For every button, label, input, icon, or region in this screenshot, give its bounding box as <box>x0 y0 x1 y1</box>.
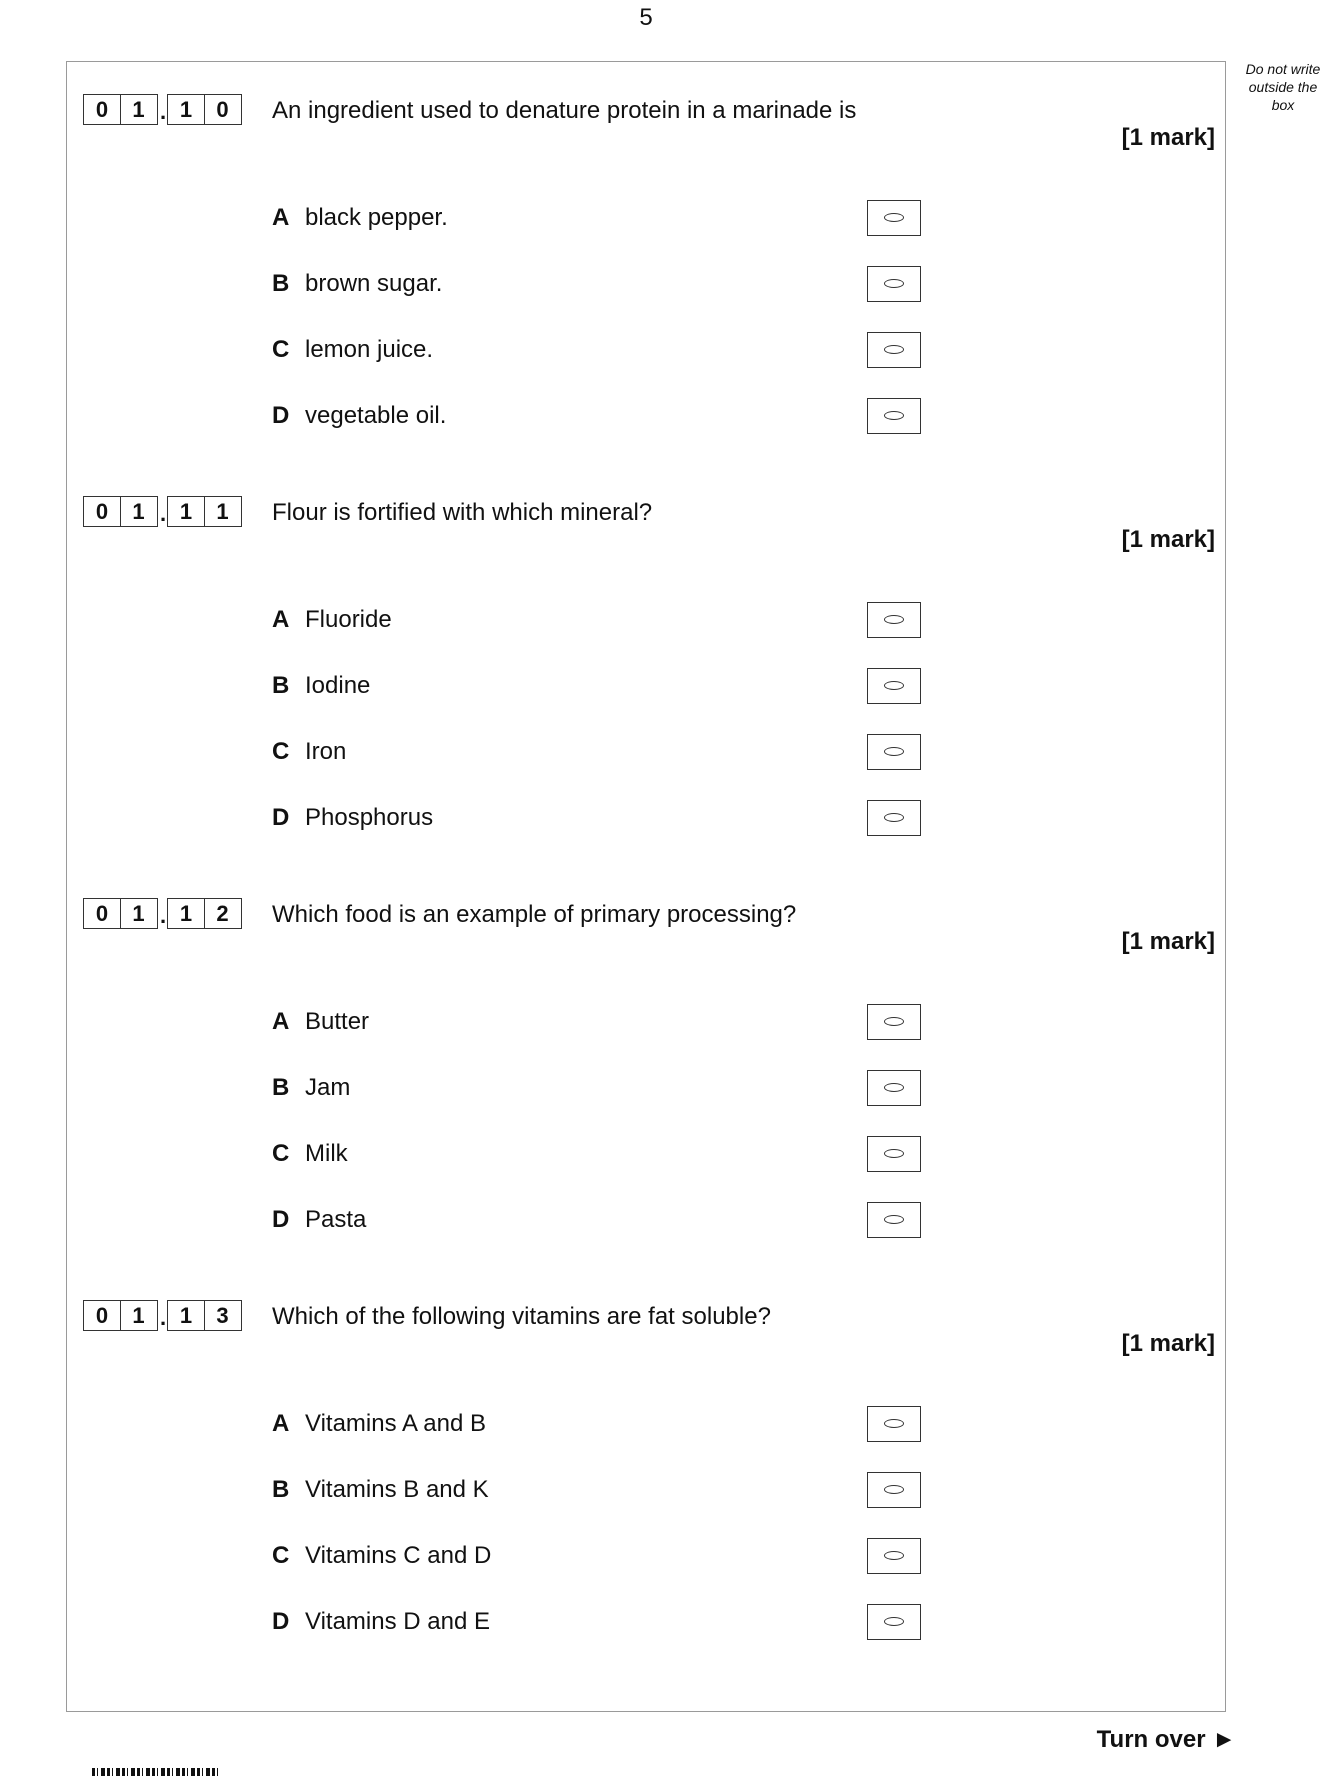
answer-checkbox[interactable] <box>867 1472 921 1508</box>
option-text: Butter <box>305 1008 370 1035</box>
answer-oval-icon <box>884 1419 904 1428</box>
barcode <box>92 1768 218 1776</box>
option-letter: B <box>272 270 290 297</box>
mark-allocation: [1 mark] <box>1121 124 1215 151</box>
question-number-separator: . <box>159 501 167 526</box>
answer-checkbox[interactable] <box>867 266 921 302</box>
option-letter: D <box>272 804 290 831</box>
option-letter: B <box>272 672 290 699</box>
mark-allocation: [1 mark] <box>1121 1330 1215 1357</box>
question-number-digit: 0 <box>83 1300 121 1331</box>
answer-oval-icon <box>884 813 904 822</box>
answer-oval-icon <box>884 1617 904 1626</box>
question-text: Which food is an example of primary processing? <box>272 901 797 928</box>
question-number-digit: 0 <box>83 94 121 125</box>
option-text: Fluoride <box>305 606 392 633</box>
question-number <box>83 898 242 929</box>
option-d <box>272 1202 892 1242</box>
question-01-11 <box>83 492 1215 852</box>
question-text: Flour is fortified with which mineral? <box>272 499 653 526</box>
option-letter: C <box>272 1140 290 1167</box>
option-text: black pepper. <box>305 204 448 231</box>
option-text: Jam <box>305 1074 351 1101</box>
mark-allocation: [1 mark] <box>1121 526 1215 553</box>
answer-checkbox[interactable] <box>867 602 921 638</box>
option-c <box>272 734 892 774</box>
turn-over-label: Turn over ► <box>1096 1726 1236 1753</box>
option-b <box>272 266 892 306</box>
option-letter: D <box>272 402 290 429</box>
answer-checkbox[interactable] <box>867 332 921 368</box>
question-number <box>83 496 242 527</box>
question-number-digit: 1 <box>167 94 205 125</box>
option-letter: B <box>272 1074 290 1101</box>
option-letter: A <box>272 1410 290 1437</box>
option-text: lemon juice. <box>305 336 434 363</box>
answer-checkbox[interactable] <box>867 668 921 704</box>
option-text: Milk <box>305 1140 348 1167</box>
answer-checkbox[interactable] <box>867 200 921 236</box>
answer-oval-icon <box>884 1083 904 1092</box>
page-number: 5 <box>639 4 653 31</box>
answer-checkbox[interactable] <box>867 734 921 770</box>
option-letter: D <box>272 1608 290 1635</box>
answer-checkbox[interactable] <box>867 1202 921 1238</box>
answer-checkbox[interactable] <box>867 1136 921 1172</box>
mark-allocation: [1 mark] <box>1121 928 1215 955</box>
answer-oval-icon <box>884 747 904 756</box>
question-number-separator: . <box>159 1305 167 1330</box>
option-letter: A <box>272 606 290 633</box>
answer-oval-icon <box>884 345 904 354</box>
question-number-digit: 0 <box>204 94 242 125</box>
answer-oval-icon <box>884 1215 904 1224</box>
answer-oval-icon <box>884 1485 904 1494</box>
question-number-digit: 1 <box>167 1300 205 1331</box>
answer-oval-icon <box>884 1551 904 1560</box>
question-number-digit: 1 <box>120 94 158 125</box>
answer-checkbox[interactable] <box>867 1406 921 1442</box>
option-text: Vitamins A and B <box>305 1410 487 1437</box>
question-number-digit: 1 <box>167 898 205 929</box>
option-text: Vitamins D and E <box>305 1608 490 1635</box>
question-number-digit: 0 <box>83 496 121 527</box>
question-number-digit: 2 <box>204 898 242 929</box>
question-01-10 <box>83 90 1215 450</box>
option-text: Vitamins B and K <box>305 1476 489 1503</box>
answer-checkbox[interactable] <box>867 800 921 836</box>
option-letter: C <box>272 1542 290 1569</box>
question-number-digit: 1 <box>204 496 242 527</box>
option-a <box>272 1406 892 1446</box>
answer-oval-icon <box>884 1017 904 1026</box>
option-a <box>272 1004 892 1044</box>
option-letter: C <box>272 738 290 765</box>
answer-oval-icon <box>884 213 904 222</box>
option-b <box>272 1472 892 1512</box>
option-text: Pasta <box>305 1206 367 1233</box>
option-text: Phosphorus <box>305 804 434 831</box>
option-c <box>272 1136 892 1176</box>
option-d <box>272 800 892 840</box>
option-letter: D <box>272 1206 290 1233</box>
option-text: Iodine <box>305 672 371 699</box>
option-text: Iron <box>305 738 347 765</box>
answer-oval-icon <box>884 1149 904 1158</box>
question-number-digit: 1 <box>120 1300 158 1331</box>
question-number-separator: . <box>159 903 167 928</box>
question-01-12 <box>83 894 1215 1254</box>
question-number-digit: 1 <box>120 496 158 527</box>
option-d <box>272 1604 892 1644</box>
answer-checkbox[interactable] <box>867 1604 921 1640</box>
option-letter: C <box>272 336 290 363</box>
question-number-digit: 3 <box>204 1300 242 1331</box>
answer-oval-icon <box>884 681 904 690</box>
answer-oval-icon <box>884 279 904 288</box>
answer-checkbox[interactable] <box>867 1538 921 1574</box>
answer-oval-icon <box>884 411 904 420</box>
answer-checkbox[interactable] <box>867 398 921 434</box>
question-number-digit: 1 <box>120 898 158 929</box>
option-letter: B <box>272 1476 290 1503</box>
answer-checkbox[interactable] <box>867 1070 921 1106</box>
option-text: brown sugar. <box>305 270 443 297</box>
question-number-digit: 0 <box>83 898 121 929</box>
option-text: Vitamins C and D <box>305 1542 492 1569</box>
option-c <box>272 1538 892 1578</box>
answer-checkbox[interactable] <box>867 1004 921 1040</box>
question-number <box>83 1300 242 1331</box>
question-number <box>83 94 242 125</box>
option-letter: A <box>272 1008 290 1035</box>
answer-oval-icon <box>884 615 904 624</box>
question-number-separator: . <box>159 99 167 124</box>
option-letter: A <box>272 204 290 231</box>
question-number-digit: 1 <box>167 496 205 527</box>
option-a <box>272 602 892 642</box>
margin-note: Do not write outside the box <box>1245 61 1321 113</box>
option-text: vegetable oil. <box>305 402 447 429</box>
question-01-13 <box>83 1296 1215 1656</box>
option-b <box>272 668 892 708</box>
option-b <box>272 1070 892 1110</box>
option-c <box>272 332 892 372</box>
question-text: An ingredient used to denature protein in a marinade is <box>272 97 857 124</box>
option-d <box>272 398 892 438</box>
option-a <box>272 200 892 240</box>
question-text: Which of the following vitamins are fat soluble? <box>272 1303 771 1330</box>
